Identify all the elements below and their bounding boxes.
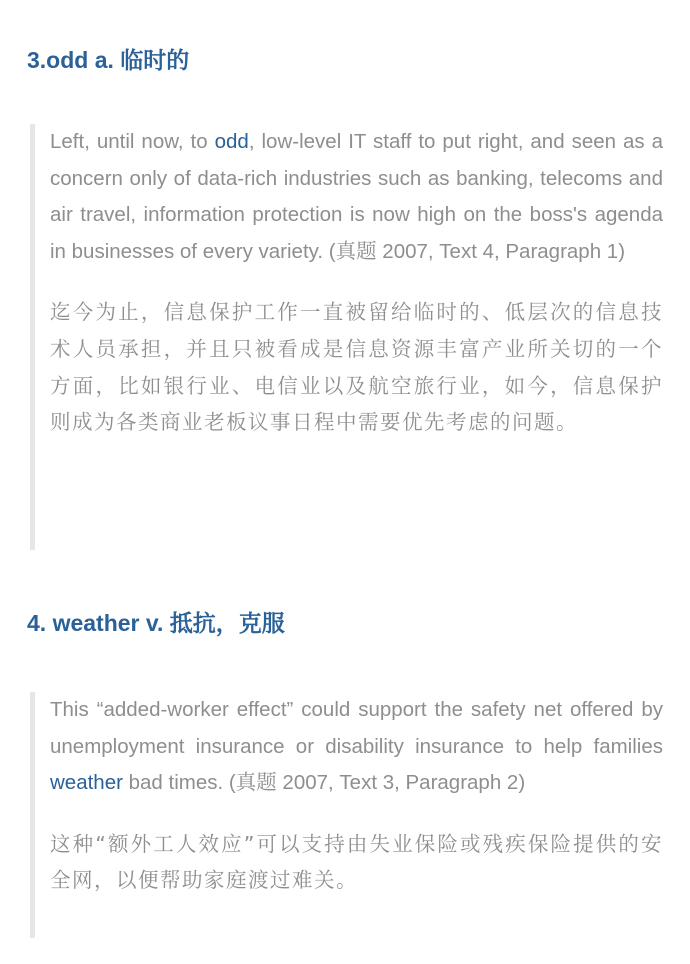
example-english-text: Left, until now, to (50, 130, 215, 153)
entry-title-odd: 3.odd a. 临时的 (27, 47, 190, 73)
example-english-text: , low-level IT staff to put right, and seen as a concern only of data-rich industries such as banking, telecoms and air travel, information protection is now high on the boss's agenda in businesses of every variety. (真题 2007, Text 4, Paragraph 1) (50, 130, 664, 263)
example-english-text: bad times. (真题 2007, Text 3, Paragraph 2) (122, 771, 526, 795)
example-quote-weather (30, 692, 663, 938)
example-english-odd (50, 124, 663, 270)
example-english-text: This “added-worker effect” could support the safety net offered by unemployment insurance or disability insurance to help families (50, 698, 663, 758)
example-chinese-odd: 迄今为止，信息保护工作一直被留给临时的、低层次的信息技术人员承担，并且只被看成是信息资源丰富产业所关切的一个方面，比如银行业、电信业以及航空旅行业，如今，信息保护则成为各类商业老板议事日程中需要优先考虑的问题。 (50, 300, 663, 435)
example-english-weather (50, 692, 663, 802)
highlighted-word-odd: odd (214, 130, 249, 153)
example-quote-odd (30, 124, 663, 550)
entry-title-weather: 4. weather v. 抵抗，克服 (27, 610, 285, 636)
highlighted-word-weather: weather (50, 771, 123, 795)
example-chinese-weather: 这种“额外工人效应”可以支持由失业保险或残疾保险提供的安全网，以便帮助家庭渡过难关。 (50, 831, 663, 893)
